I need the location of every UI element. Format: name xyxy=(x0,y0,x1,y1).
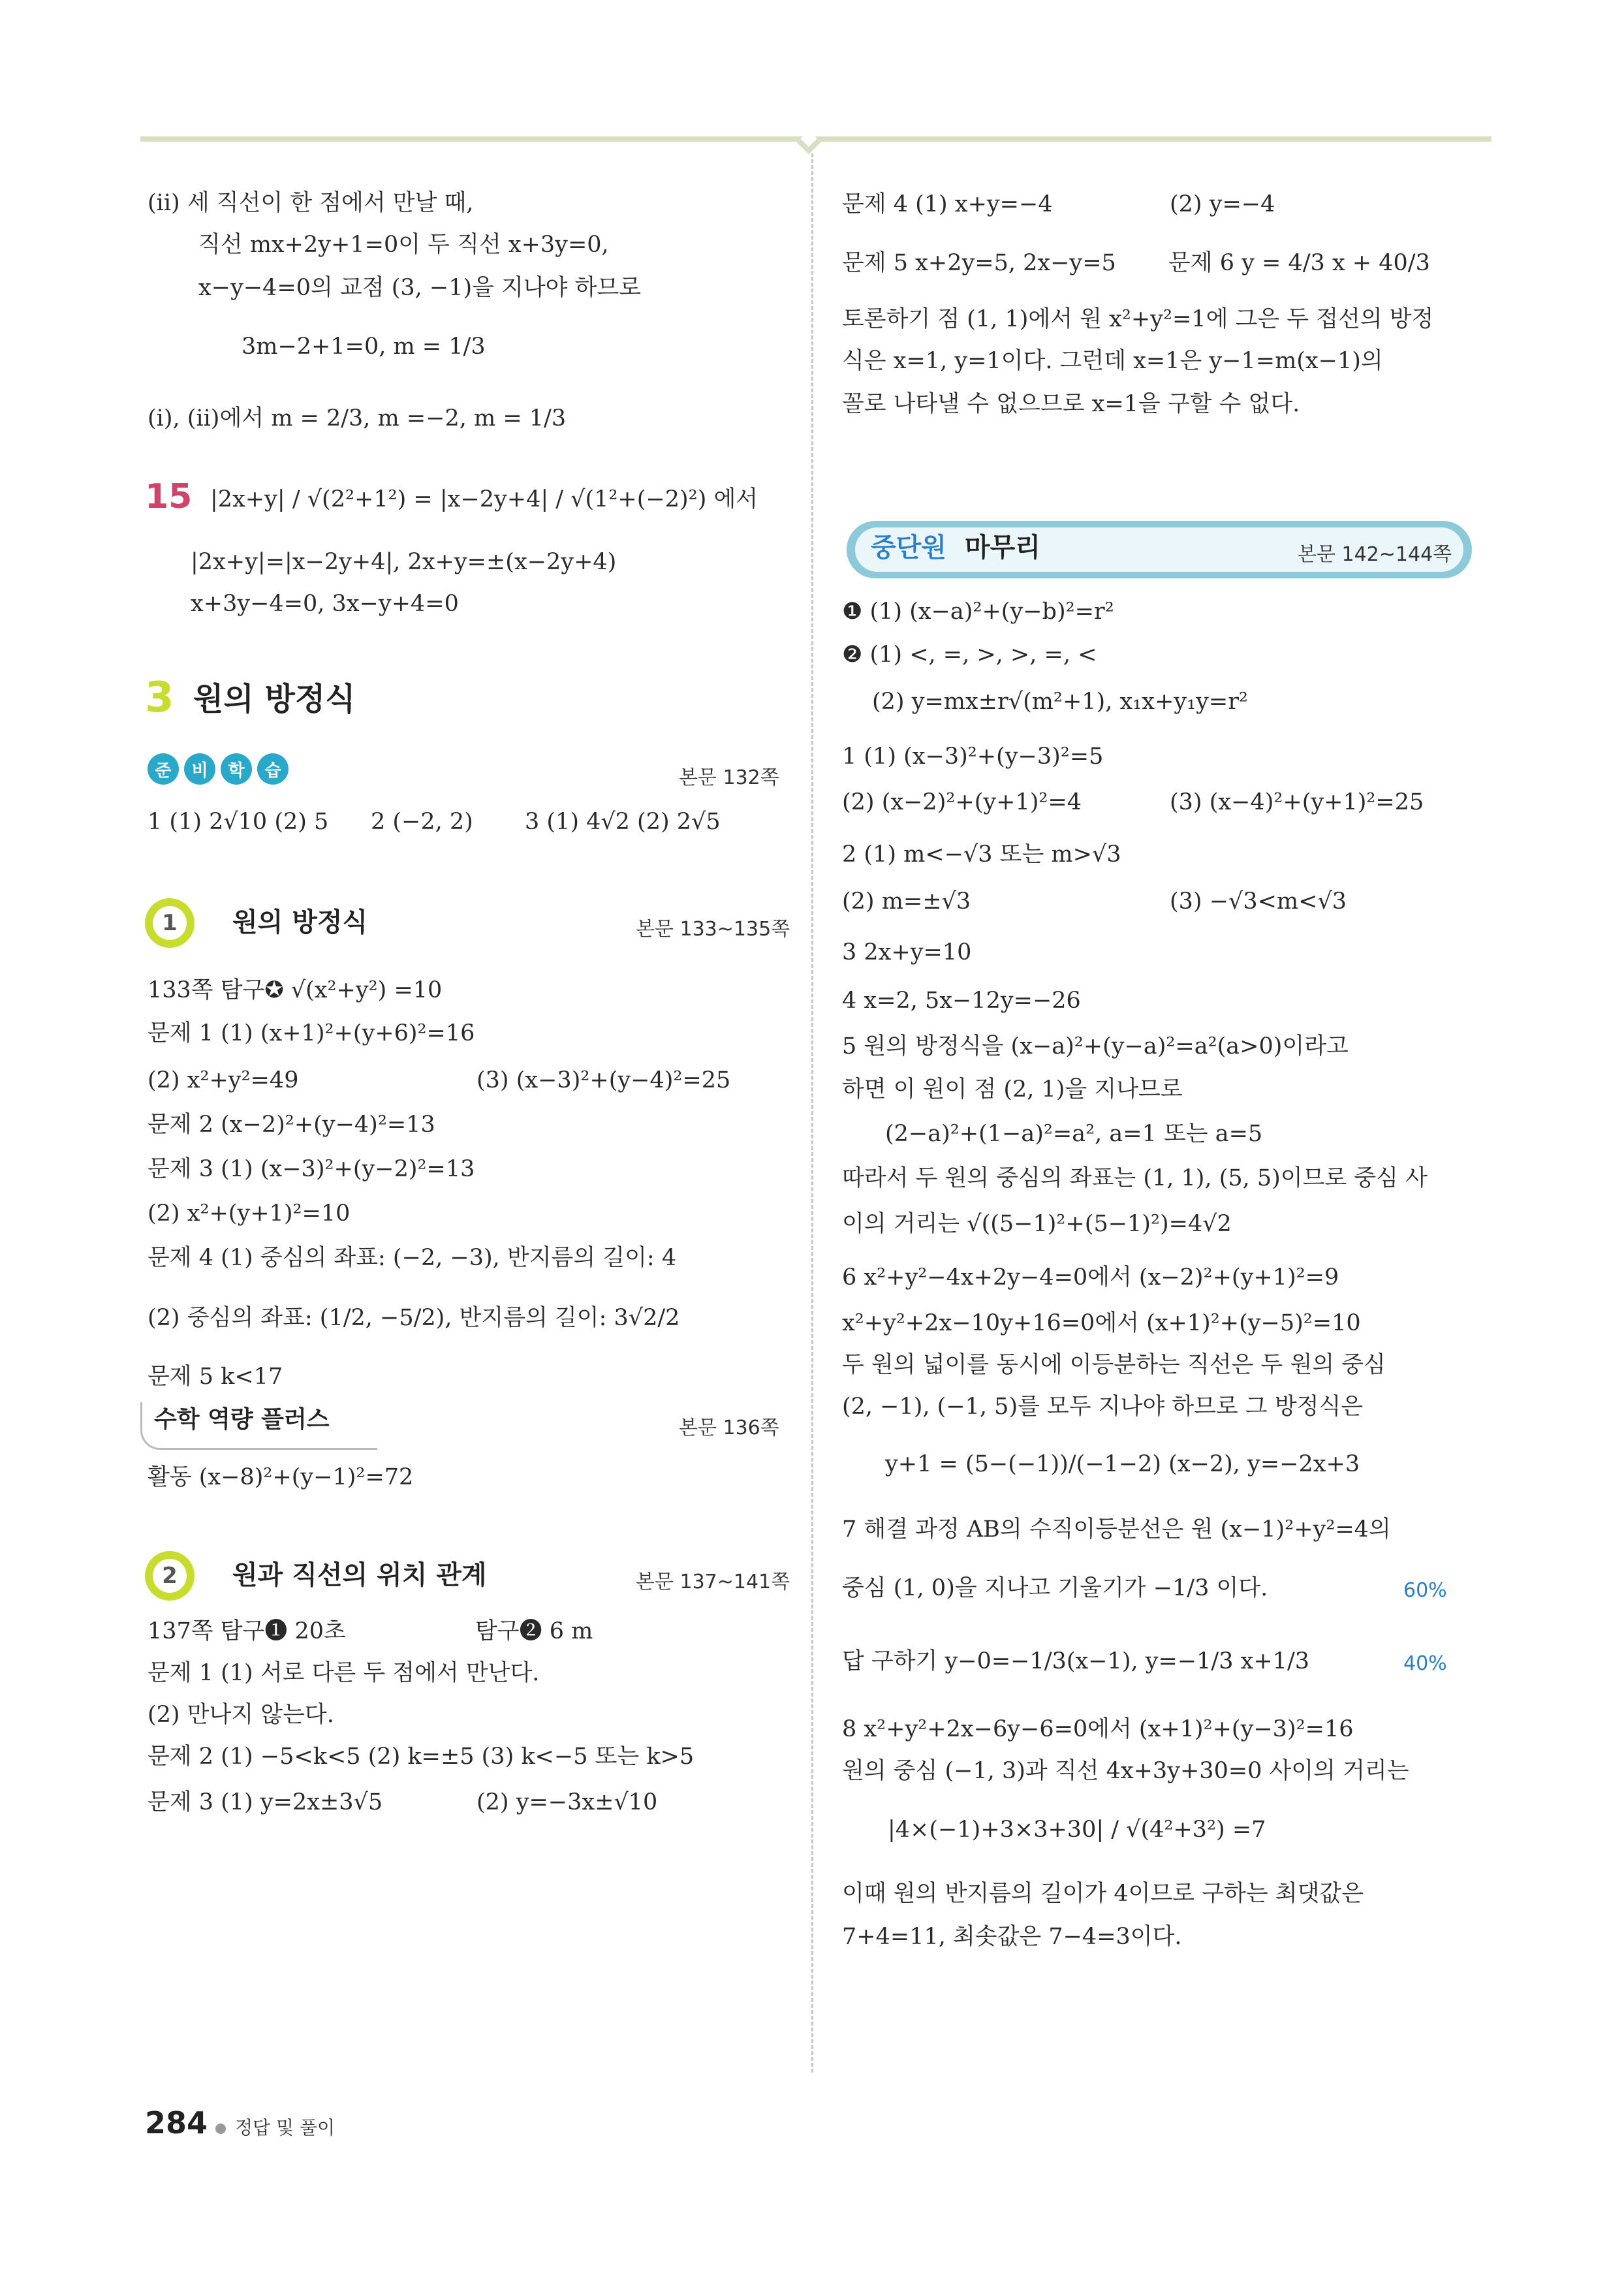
text-line: 5 원의 방정식을 (x−a)²+(y−a)²=a²(a>0)이라고 xyxy=(842,1033,1349,1059)
text-line: 문제 2 (x−2)²+(y−4)²=13 xyxy=(148,1112,435,1138)
text-line: 중심 (1, 0)을 지나고 기울기가 −1/3 이다. xyxy=(842,1575,1268,1601)
review-title-b: 마무리 xyxy=(965,533,1040,563)
answer-1: 1 (1) 2√10 (2) 5 xyxy=(148,809,329,835)
text-line: 문제 4 (1) 중심의 좌표: (−2, −3), 반지름의 길이: 4 xyxy=(148,1245,677,1271)
text-line: (2) x²+y²=49 xyxy=(148,1067,299,1093)
text-line: 답 구하기 y−0=−1/3(x−1), y=−1/3 x+1/3 xyxy=(842,1648,1310,1674)
prep-badge: 학 xyxy=(221,753,252,785)
text-line: (2) x²+(y+1)²=10 xyxy=(148,1200,351,1227)
page-ref: 본문 142~144쪽 xyxy=(1298,543,1452,566)
text-line: 3m−2+1=0, m = 1/3 xyxy=(242,334,486,360)
text-line: 직선 mx+2y+1=0이 두 직선 x+3y=0, xyxy=(198,232,609,258)
text-line: x+3y−4=0, 3x−y+4=0 xyxy=(191,591,459,617)
text-line: 1 (1) (x−3)²+(y−3)²=5 xyxy=(842,744,1104,770)
text-line: |4×(−1)+3×3+30| / √(4²+3²) =7 xyxy=(888,1817,1266,1843)
section-number: 3 xyxy=(145,674,174,722)
footer-label-text: 정답 및 풀이 xyxy=(235,2117,336,2139)
unit-title: 원의 방정식 xyxy=(232,907,368,937)
text-line: 원의 중심 (−1, 3)과 직선 4x+3y+30=0 사이의 거리는 xyxy=(842,1758,1409,1784)
column-divider xyxy=(811,153,813,2073)
text-line: 이의 거리는 √((5−1)²+(5−1)²)=4√2 xyxy=(842,1211,1232,1237)
text-line: |2x+y|=|x−2y+4|, 2x+y=±(x−2y+4) xyxy=(191,549,617,575)
text-line: ❷ (1) <, =, >, >, =, < xyxy=(842,642,1097,668)
text-line: 문제 1 (1) (x+1)²+(y+6)²=16 xyxy=(148,1020,475,1046)
text-line: 문제 4 (1) x+y=−4 xyxy=(842,191,1053,217)
text-line: 133쪽 탐구✪ √(x²+y²) =10 xyxy=(148,977,443,1003)
review-title-a: 중단원 xyxy=(871,533,946,563)
page-ref: 본문 137~141쪽 xyxy=(636,1571,790,1593)
answer-3: 3 (1) 4√2 (2) 2√5 xyxy=(525,809,721,835)
score-percent: 40% xyxy=(1403,1652,1447,1675)
text-line: 6 x²+y²−4x+2y−4=0에서 (x−2)²+(y+1)²=9 xyxy=(842,1264,1339,1291)
text-line: (2) 만나지 않는다. xyxy=(148,1702,334,1728)
text-line: 7+4=11, 최솟값은 7−4=3이다. xyxy=(842,1924,1182,1950)
text-line: 활동 (x−8)²+(y−1)²=72 xyxy=(148,1464,414,1490)
text-line: (3) (x−3)²+(y−4)²=25 xyxy=(476,1067,731,1093)
text-line: (2) y=−3x±√10 xyxy=(476,1789,658,1815)
text-line: (ii) 세 직선이 한 점에서 만날 때, xyxy=(148,190,474,216)
text-line: 식은 x=1, y=1이다. 그런데 x=1은 y−1=m(x−1)의 xyxy=(842,348,1383,374)
section-title: 원의 방정식 xyxy=(193,681,356,717)
text-line: 문제 3 (1) y=2x±3√5 xyxy=(148,1789,383,1815)
unit-badge: 1 xyxy=(145,898,195,948)
text-line: 꼴로 나타낼 수 없으므로 x=1을 구할 수 없다. xyxy=(842,391,1300,417)
text-line: 문제 1 (1) 서로 다른 두 점에서 만난다. xyxy=(148,1660,540,1686)
text-line: 따라서 두 원의 중심의 좌표는 (1, 1), (5, 5)이므로 중심 사 xyxy=(842,1165,1428,1191)
text-line: (3) −√3<m<√3 xyxy=(1170,888,1347,915)
text-line: 137쪽 탐구❶ 20초 xyxy=(148,1618,346,1644)
prep-badge: 습 xyxy=(257,753,289,785)
unit-badge: 2 xyxy=(145,1551,195,1601)
page-number: 284 xyxy=(145,2105,208,2140)
text-line: (2) (x−2)²+(y+1)²=4 xyxy=(842,789,1082,815)
page-ref: 본문 132쪽 xyxy=(679,766,779,789)
text-line: (2) y=−4 xyxy=(1170,191,1275,217)
text-line: (i), (ii)에서 m = 2/3, m =−2, m = 1/3 xyxy=(148,405,567,431)
text-line: (2−a)²+(1−a)²=a², a=1 또는 a=5 xyxy=(885,1121,1263,1147)
answer-2: 2 (−2, 2) xyxy=(371,809,473,835)
score-percent: 60% xyxy=(1403,1579,1447,1602)
text-line: (2, −1), (−1, 5)를 모두 지나야 하므로 그 방정식은 xyxy=(842,1394,1364,1420)
prep-badge: 준 xyxy=(148,753,179,785)
top-rule-notch xyxy=(797,131,821,155)
text-line: 문제 6 y = 4/3 x + 40/3 xyxy=(1168,250,1430,276)
prep-badges xyxy=(148,753,289,785)
text-line: 문제 2 (1) −5<k<5 (2) k=±5 (3) k<−5 또는 k>5 xyxy=(148,1744,695,1770)
text-line: 하면 이 원이 점 (2, 1)을 지나므로 xyxy=(842,1076,1183,1103)
text-line: 두 원의 넓이를 동시에 이등분하는 직선은 두 원의 중심 xyxy=(842,1352,1386,1378)
text-line: 4 x=2, 5x−12y=−26 xyxy=(842,988,1081,1014)
text-line: (2) m=±√3 xyxy=(842,888,971,915)
text-line: |2x+y| / √(2²+1²) = |x−2y+4| / √(1²+(−2)²) 에서 xyxy=(210,486,758,512)
text-line: ❶ (1) (x−a)²+(y−b)²=r² xyxy=(842,599,1114,625)
footer-label xyxy=(215,2114,335,2140)
text-line: x−y−4=0의 교점 (3, −1)을 지나야 하므로 xyxy=(198,275,642,301)
text-line: 2 (1) m<−√3 또는 m>√3 xyxy=(842,841,1121,868)
text-line: 토론하기 점 (1, 1)에서 원 x²+y²=1에 그은 두 접선의 방정 xyxy=(842,306,1434,332)
page-ref: 본문 136쪽 xyxy=(679,1417,779,1439)
page-ref: 본문 133~135쪽 xyxy=(636,918,790,941)
problem-number: 15 xyxy=(145,477,193,516)
text-line: 문제 5 k<17 xyxy=(148,1364,283,1390)
text-line: (2) 중심의 좌표: (1/2, −5/2), 반지름의 길이: 3√2/2 xyxy=(148,1305,680,1331)
bullet-icon xyxy=(215,2123,226,2134)
text-line: 탐구❷ 6 m xyxy=(475,1618,593,1644)
text-line: 8 x²+y²+2x−6y−6=0에서 (x+1)²+(y−3)²=16 xyxy=(842,1716,1354,1742)
prep-badge: 비 xyxy=(184,753,215,785)
plus-title: 수학 역량 플러스 xyxy=(154,1406,330,1433)
text-line: 문제 5 x+2y=5, 2x−y=5 xyxy=(842,250,1116,276)
text-line: 이때 원의 반지름의 길이가 4이므로 구하는 최댓값은 xyxy=(842,1881,1364,1907)
unit-title: 원과 직선의 위치 관계 xyxy=(232,1560,487,1590)
text-line: y+1 = (5−(−1))/(−1−2) (x−2), y=−2x+3 xyxy=(885,1451,1360,1477)
text-line: (2) y=mx±r√(m²+1), x₁x+y₁y=r² xyxy=(872,689,1248,715)
text-line: (3) (x−4)²+(y+1)²=25 xyxy=(1170,789,1424,815)
text-line: 3 2x+y=10 xyxy=(842,939,972,965)
text-line: 문제 3 (1) (x−3)²+(y−2)²=13 xyxy=(148,1156,475,1182)
text-line: 7 해결 과정 AB의 수직이등분선은 원 (x−1)²+y²=4의 xyxy=(842,1516,1391,1543)
text-line: x²+y²+2x−10y+16=0에서 (x+1)²+(y−5)²=10 xyxy=(842,1310,1361,1336)
